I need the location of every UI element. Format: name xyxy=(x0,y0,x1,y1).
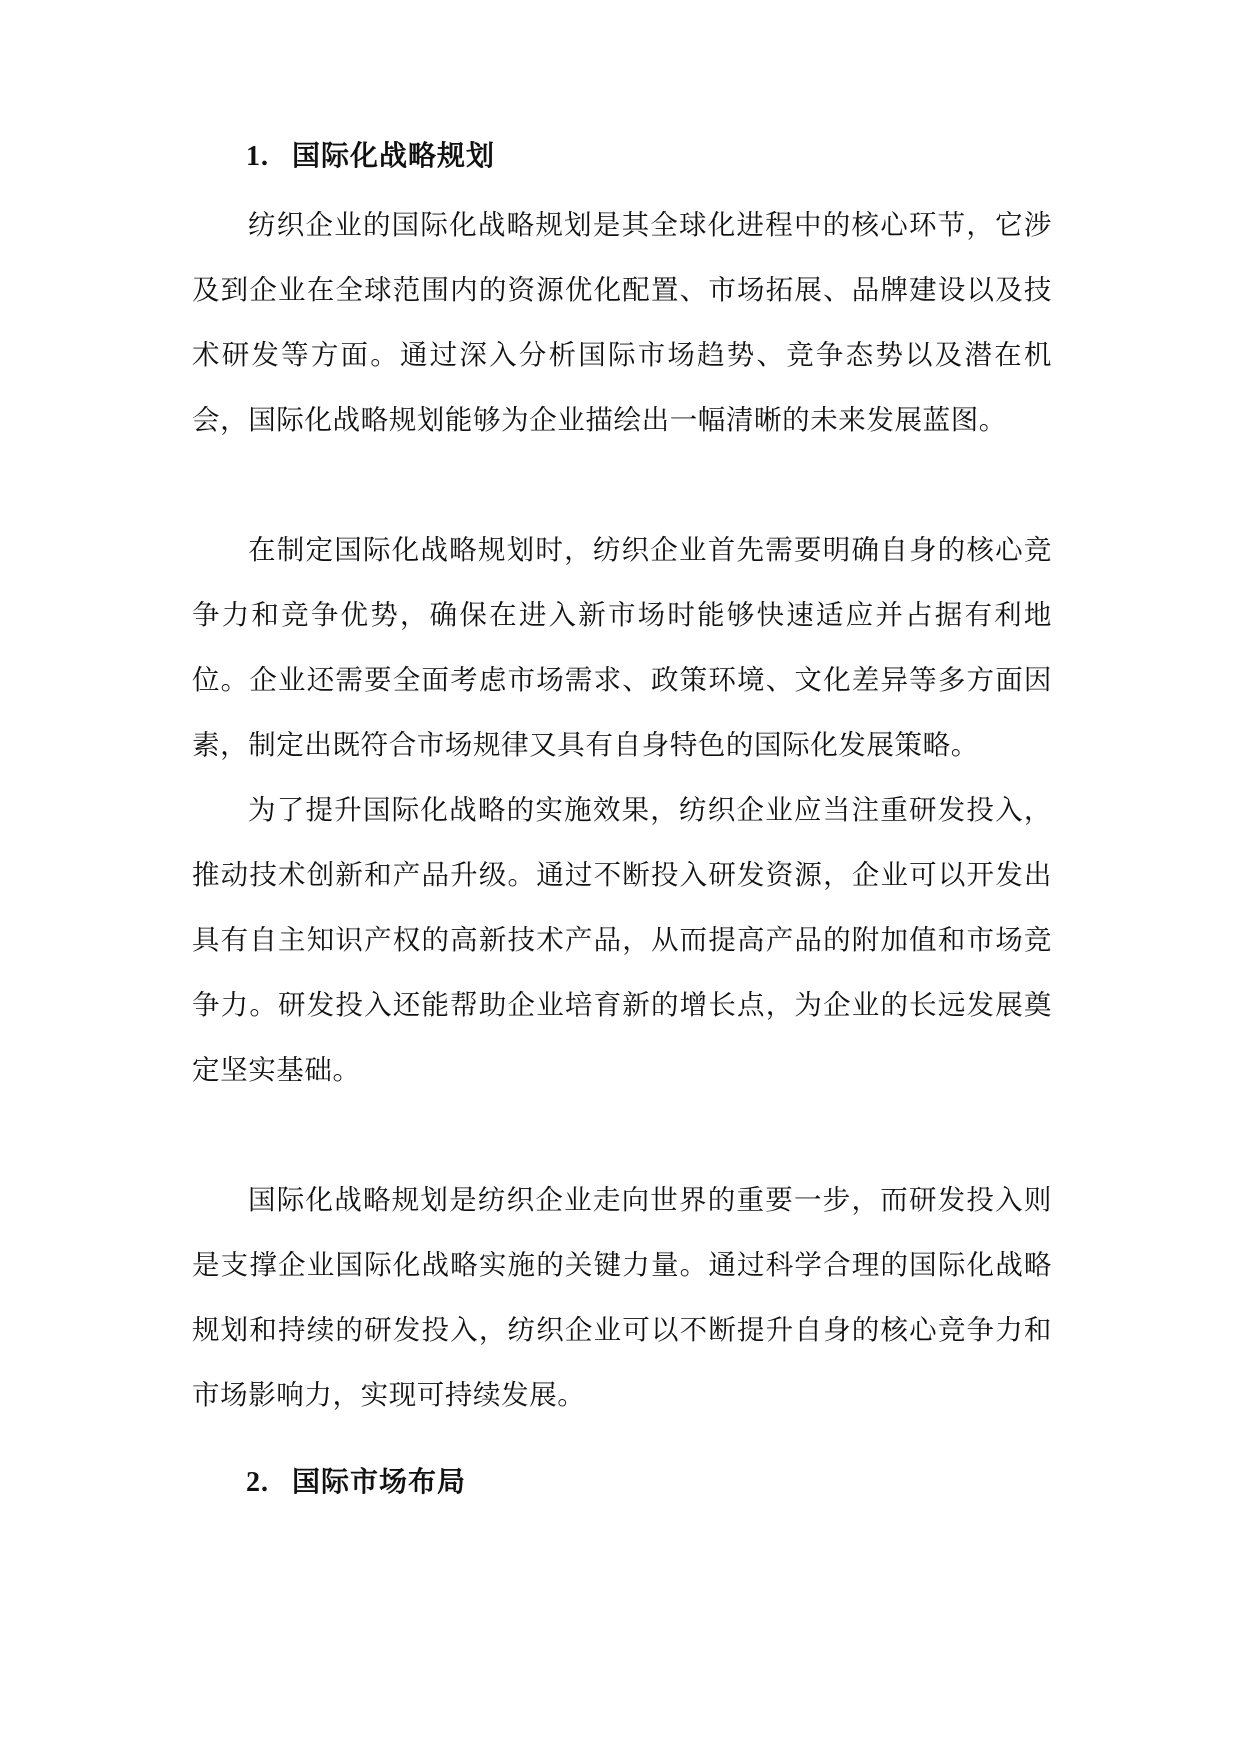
paragraph-4: 国际化战略规划是纺织企业走向世界的重要一步，而研发投入则是支撑企业国际化战略实施的关键力量。通过科学合理的国际化战略规划和持续的研发投入，纺织企业可以不断提升自身的核心竞争力和市场影响力，实现可持续发展。 xyxy=(192,1184,1052,1411)
paragraph-2: 在制定国际化战略规划时，纺织企业首先需要明确自身的核心竞争力和竞争优势，确保在进入新市场时能够快速适应并占据有利地位。企业还需要全面考虑市场需求、政策环境、文化差异等多方面因素，制定出既符合市场规律又具有自身特色的国际化发展策略。 xyxy=(192,534,1052,761)
section-number-1: 1. xyxy=(246,141,269,172)
section-heading-1 xyxy=(246,136,495,177)
section-title-2: 国际市场布局 xyxy=(292,1465,467,1498)
paragraph-3: 为了提升国际化战略的实施效果，纺织企业应当注重研发投入，推动技术创新和产品升级。通过不断投入研发资源，企业可以开发出具有自主知识产权的高新技术产品，从而提高产品的附加值和市场竞争力。研发投入还能帮助企业培育新的增长点，为企业的长远发展奠定坚实基础。 xyxy=(192,794,1052,1086)
section-heading-2 xyxy=(246,1462,466,1503)
section-title-1: 国际化战略规划 xyxy=(292,139,496,172)
section-number-2: 2. xyxy=(246,1467,269,1498)
paragraph-1: 纺织企业的国际化战略规划是其全球化进程中的核心环节，它涉及到企业在全球范围内的资源优化配置、市场拓展、品牌建设以及技术研发等方面。通过深入分析国际市场趋势、竞争态势以及潜在机会，国际化战略规划能够为企业描绘出一幅清晰的未来发展蓝图。 xyxy=(192,209,1052,436)
